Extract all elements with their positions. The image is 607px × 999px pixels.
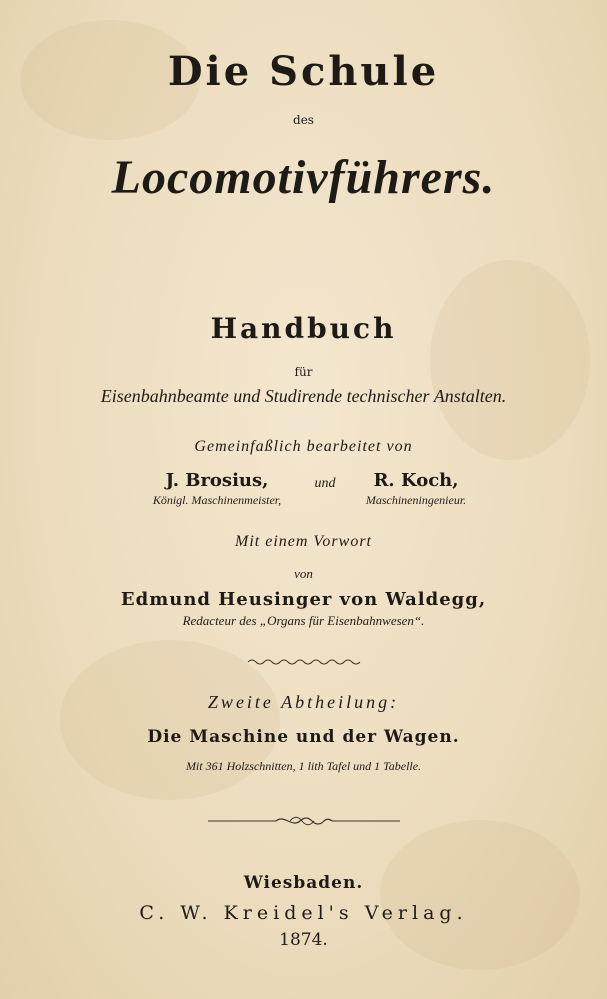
author-koch	[346, 470, 486, 508]
wavy-rule-divider	[246, 657, 362, 667]
foreword-editor-name: Edmund Heusinger von Waldegg,	[120, 589, 487, 610]
title-line-1: Die Schule	[167, 48, 440, 95]
author-name: J. Brosius,	[165, 470, 269, 491]
title-connector: des	[293, 113, 314, 127]
subtitle-heading: Handbuch	[210, 312, 397, 345]
author-role: Königl. Maschinenmeister,	[152, 493, 282, 507]
author-role: Maschineningenieur.	[365, 493, 467, 507]
author-brosius	[122, 470, 312, 508]
title-line-2: Locomotivführers.	[111, 151, 496, 204]
authorship-intro: Gemeinfaßlich bearbeitet von	[194, 438, 413, 455]
part-title: Die Maschine und der Wagen.	[147, 727, 460, 747]
authorship-conjunction: und	[314, 476, 336, 491]
subtitle-audience: Eisenbahnbeamte und Studirende technischer Anstalten.	[100, 386, 507, 406]
author-name: R. Koch,	[373, 470, 459, 491]
foreword-by: von	[294, 566, 313, 581]
imprint-publisher: C. W. Kreidel's Verlag.	[139, 902, 468, 924]
imprint-year: 1874.	[279, 930, 328, 950]
part-illustrations: Mit 361 Holzschnitten, 1 lith Tafel und 1 Tabelle.	[185, 759, 422, 773]
part-label: Zweite Abtheilung:	[207, 692, 400, 712]
imprint-city: Wiesbaden.	[243, 873, 364, 893]
flourish-divider	[206, 812, 402, 830]
foreword-intro: Mit einem Vorwort	[235, 533, 372, 550]
foreword-editor-role: Redacteur des „Organs für Eisenbahnwesen“.	[182, 613, 425, 628]
subtitle-for: für	[294, 365, 313, 379]
